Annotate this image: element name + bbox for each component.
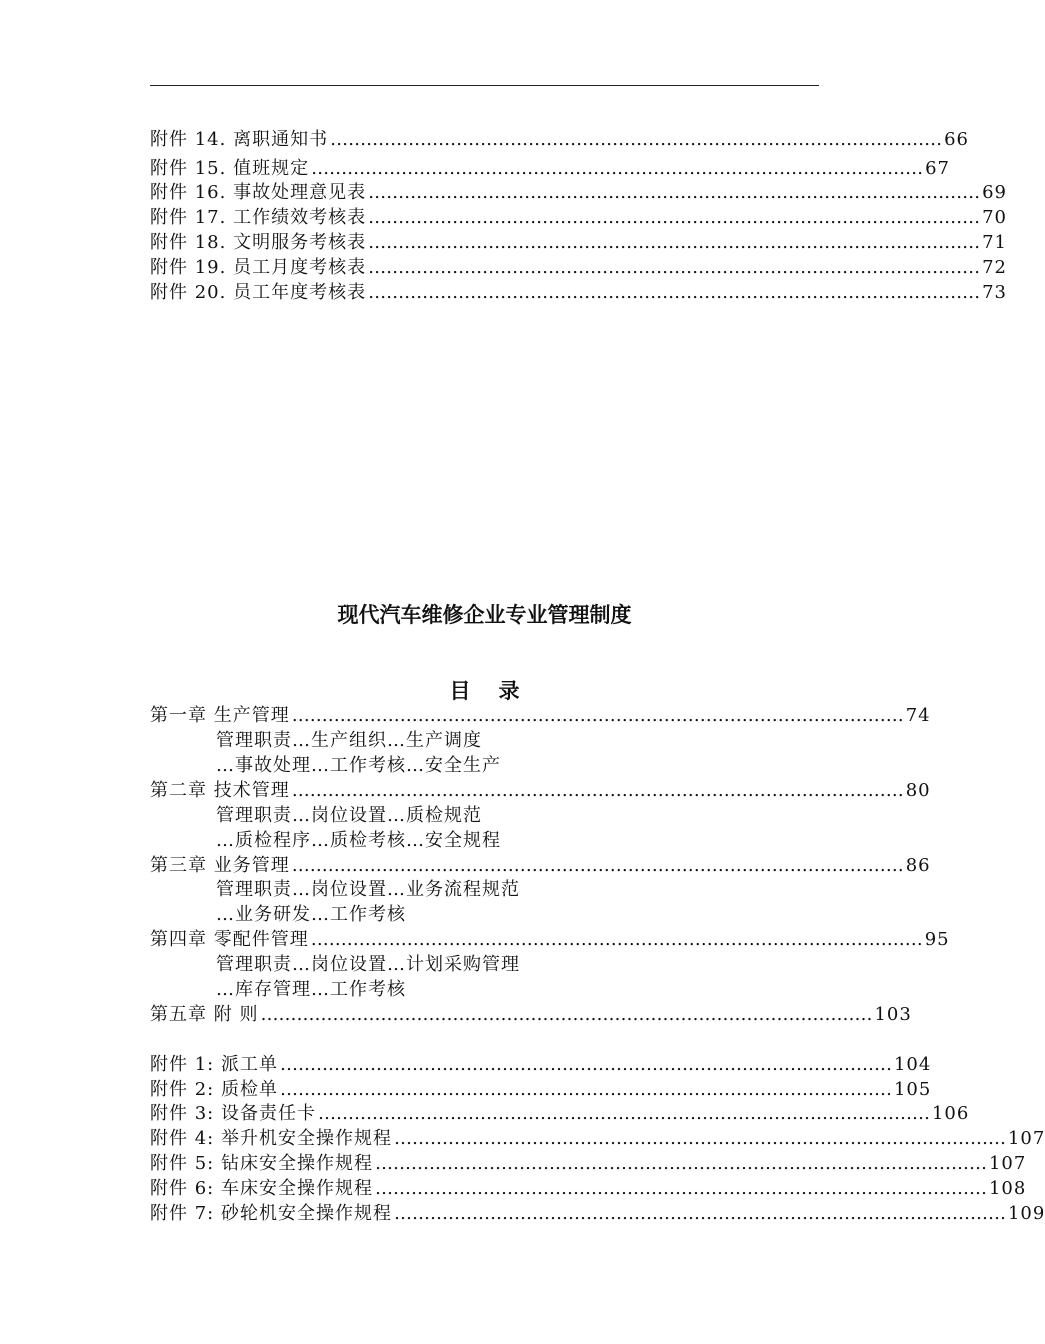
dot-leader: ………………………………………………………………………………………… [317, 1103, 930, 1124]
chapter-entry[interactable] [150, 927, 950, 952]
dot-leader: ………………………………………………………………………………………… [374, 1153, 987, 1174]
dot-leader: ………………………………………………………………………………………… [368, 232, 981, 253]
toc-entry[interactable] [150, 156, 950, 181]
toc-entry-label: 附件 14. 离职通知书 [150, 129, 329, 150]
dot-leader: ………………………………………………………………………………………… [279, 1079, 892, 1100]
chapter-subtopics: 管理职责…岗位设置…计划采购管理 [216, 954, 520, 975]
dot-leader: ………………………………………………………………………………………… [291, 855, 904, 876]
chapter-entry[interactable] [150, 703, 931, 728]
toc-entry-label: 附件 7: 砂轮机安全操作规程 [150, 1203, 392, 1224]
document-title: 现代汽车维修企业专业管理制度 [337, 603, 632, 627]
toc-entry-label: 附件 1: 派工单 [150, 1054, 278, 1075]
toc-entry-label: 附件 18. 文明服务考核表 [150, 232, 367, 253]
chapter-entry[interactable] [150, 778, 931, 803]
dot-leader: ………………………………………………………………………………………… [279, 1054, 892, 1075]
chapter-page: 95 [924, 929, 950, 950]
chapter-label: 第四章 零配件管理 [150, 929, 309, 950]
chapter-label: 第三章 业务管理 [150, 855, 290, 876]
toc-entry-page: 109 [1007, 1203, 1045, 1224]
chapter-page: 80 [905, 780, 931, 801]
dot-leader: ………………………………………………………………………………………… [368, 257, 981, 278]
toc-entry-page: 71 [982, 232, 1007, 253]
chapter-subtopics: 管理职责…岗位设置…业务流程规范 [216, 879, 520, 900]
toc-entry[interactable] [150, 1101, 970, 1126]
dot-leader: ………………………………………………………………………………………… [368, 207, 981, 228]
toc-entry[interactable] [150, 280, 1007, 305]
chapter-label: 第五章 附 则 [150, 1004, 259, 1025]
toc-entry-label: 附件 4: 举升机安全操作规程 [150, 1128, 392, 1149]
toc-entry-label: 附件 2: 质检单 [150, 1079, 278, 1100]
toc-entry-label: 附件 19. 员工月度考核表 [150, 257, 367, 278]
toc-entry[interactable] [150, 127, 969, 152]
chapter-subtopics: …质检程序…质检考核…安全规程 [216, 830, 501, 851]
toc-entry-label: 附件 6: 车床安全操作规程 [150, 1178, 373, 1199]
chapter-subtopics: 管理职责…岗位设置…质检规范 [216, 805, 482, 826]
dot-leader: ………………………………………………………………………………………… [291, 705, 904, 726]
header-rule [150, 85, 819, 86]
toc-entry[interactable] [150, 230, 1007, 255]
toc-entry[interactable] [150, 1151, 1027, 1176]
dot-leader: ………………………………………………………………………………………… [310, 929, 923, 950]
dot-leader: ………………………………………………………………………………………… [291, 780, 904, 801]
toc-entry-label: 附件 20. 员工年度考核表 [150, 282, 367, 303]
toc-entry-page: 107 [1007, 1128, 1045, 1149]
toc-entry-page: 73 [982, 282, 1007, 303]
toc-entry[interactable] [150, 255, 1007, 280]
toc-entry[interactable] [150, 1176, 1027, 1201]
chapter-label: 第二章 技术管理 [150, 780, 290, 801]
chapter-subtopics: …库存管理…工作考核 [216, 979, 406, 1000]
toc-entry-page: 70 [982, 207, 1007, 228]
toc-entry[interactable] [150, 1126, 1045, 1151]
toc-entry-label: 附件 15. 值班规定 [150, 158, 310, 179]
toc-entry-label: 附件 5: 钻床安全操作规程 [150, 1153, 373, 1174]
toc-entry-page: 67 [925, 158, 950, 179]
dot-leader: ………………………………………………………………………………………… [368, 282, 981, 303]
chapter-label: 第一章 生产管理 [150, 705, 290, 726]
chapter-subtopics: …事故处理…工作考核…安全生产 [216, 755, 501, 776]
dot-leader: ………………………………………………………………………………………… [393, 1203, 1006, 1224]
toc-heading: 目录 [449, 679, 548, 703]
dot-leader: ………………………………………………………………………………………… [311, 158, 924, 179]
toc-entry-page: 69 [982, 182, 1007, 203]
dot-leader: ………………………………………………………………………………………… [393, 1128, 1006, 1149]
toc-entry-label: 附件 16. 事故处理意见表 [150, 182, 367, 203]
toc-entry-page: 72 [982, 257, 1007, 278]
toc-entry-page: 108 [988, 1178, 1027, 1199]
chapter-subtopics: 管理职责…生产组织…生产调度 [216, 730, 482, 751]
toc-entry-page: 66 [944, 129, 969, 150]
toc-entry-page: 105 [893, 1079, 932, 1100]
dot-leader: ………………………………………………………………………………………… [374, 1178, 987, 1199]
toc-entry-page: 106 [931, 1103, 970, 1124]
toc-entry[interactable] [150, 1052, 932, 1077]
toc-entry-label: 附件 3: 设备责任卡 [150, 1103, 316, 1124]
chapter-entry[interactable] [150, 853, 931, 878]
dot-leader: ………………………………………………………………………………………… [368, 182, 981, 203]
chapter-subtopics: …业务研发…工作考核 [216, 904, 406, 925]
toc-entry[interactable] [150, 1077, 932, 1102]
toc-entry[interactable] [150, 180, 1007, 205]
toc-entry[interactable] [150, 205, 1007, 230]
toc-entry[interactable] [150, 1201, 1045, 1226]
chapter-page: 74 [905, 705, 931, 726]
toc-entry-label: 附件 17. 工作绩效考核表 [150, 207, 367, 228]
chapter-page: 103 [874, 1004, 912, 1025]
toc-entry-page: 104 [893, 1054, 932, 1075]
toc-entry-page: 107 [988, 1153, 1027, 1174]
chapter-entry[interactable] [150, 1002, 912, 1027]
dot-leader: ………………………………………………………………………………………… [260, 1004, 873, 1025]
dot-leader: ………………………………………………………………………………………… [330, 129, 943, 150]
chapter-page: 86 [905, 855, 931, 876]
